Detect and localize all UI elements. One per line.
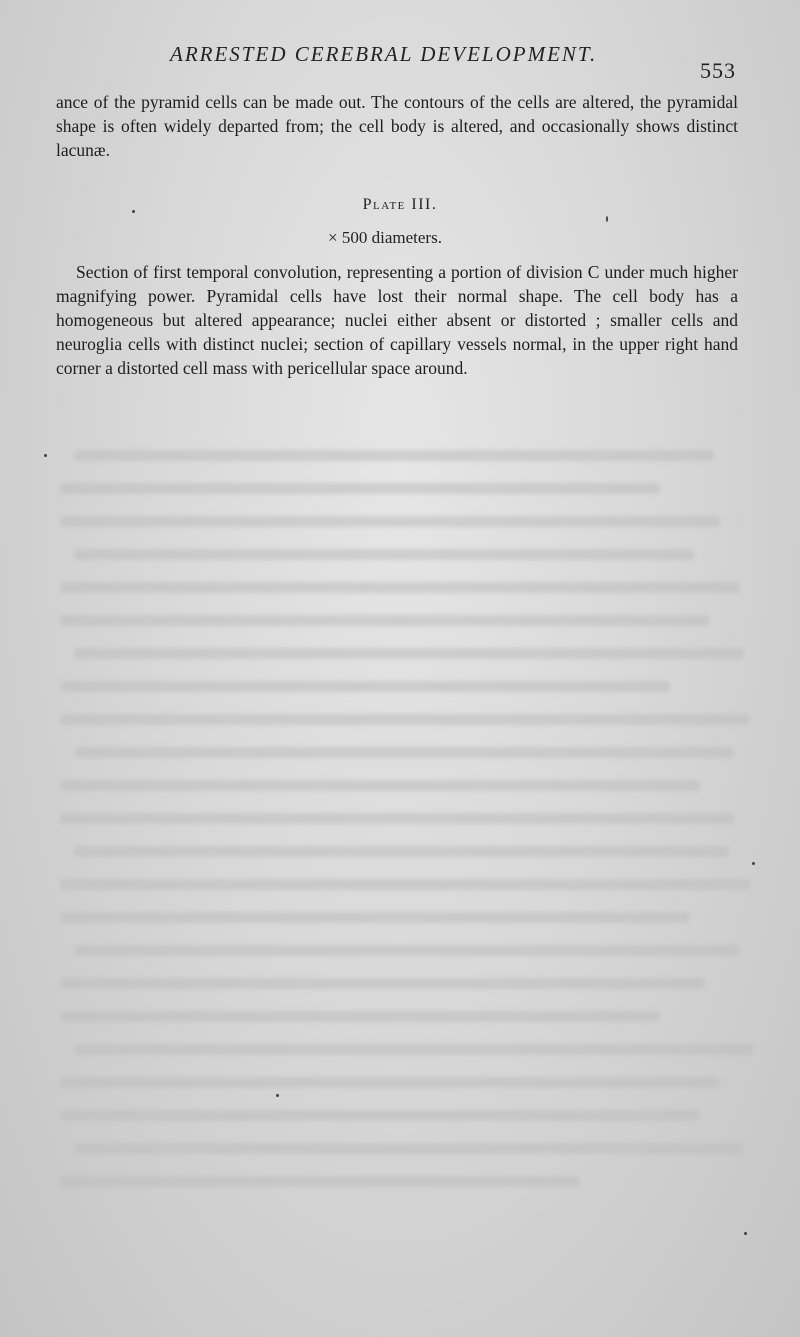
ink-speck [744, 1232, 747, 1235]
bleed-through-line [60, 582, 740, 593]
bleed-through-line [60, 1110, 700, 1121]
ink-speck [752, 862, 755, 865]
plate-heading: Plate III. [362, 196, 438, 213]
bleed-through-line [74, 1044, 754, 1055]
bleed-through-line [74, 945, 739, 956]
paragraph-continuation: ance of the pyramid cells can be made out. The contours of the cells are altered, the pyramidal shape is often widely departed from; the cell body is altered, and occasionally shows distinct lacunæ. [56, 92, 738, 160]
bleed-through-line [60, 681, 670, 692]
bleed-through-line [60, 1176, 580, 1187]
bleed-through-line [60, 879, 750, 890]
bleed-through-line [74, 549, 694, 560]
ink-speck [606, 216, 608, 222]
bleed-through-line [60, 615, 710, 626]
page-number: 553 [700, 58, 736, 83]
bleed-through-text [60, 450, 750, 1250]
bleed-through-line [74, 846, 729, 857]
bleed-through-line [60, 780, 700, 791]
bleed-through-line [60, 912, 690, 923]
plate-description: Section of first temporal convolution, representing a portion of division C under much higher magnifying power. Pyramidal cells have lost their normal shape. The cell body has a homogeneous but altered appearance; nuclei either absent or distorted ; smaller cells and neuroglia cells with distinct nuclei; section of capillary vessels normal, in the upper right hand corner a distorted cell mass with pericellular space around. [56, 262, 738, 378]
plate-magnification: × 500 diameters. [328, 228, 442, 247]
bleed-through-line [60, 1077, 720, 1088]
bleed-through-line [74, 1143, 744, 1154]
ink-speck [132, 210, 135, 213]
bleed-through-line [60, 813, 735, 824]
bleed-through-line [74, 450, 714, 461]
bleed-through-line [74, 648, 744, 659]
bleed-through-line [60, 714, 750, 725]
ink-speck [276, 1094, 279, 1097]
ink-speck [44, 454, 47, 457]
bleed-through-line [74, 747, 734, 758]
bleed-through-line [60, 483, 660, 494]
running-head: ARRESTED CEREBRAL DEVELOPMENT. [170, 42, 598, 66]
bleed-through-line [60, 978, 705, 989]
bleed-through-line [60, 516, 720, 527]
bleed-through-line [60, 1011, 660, 1022]
